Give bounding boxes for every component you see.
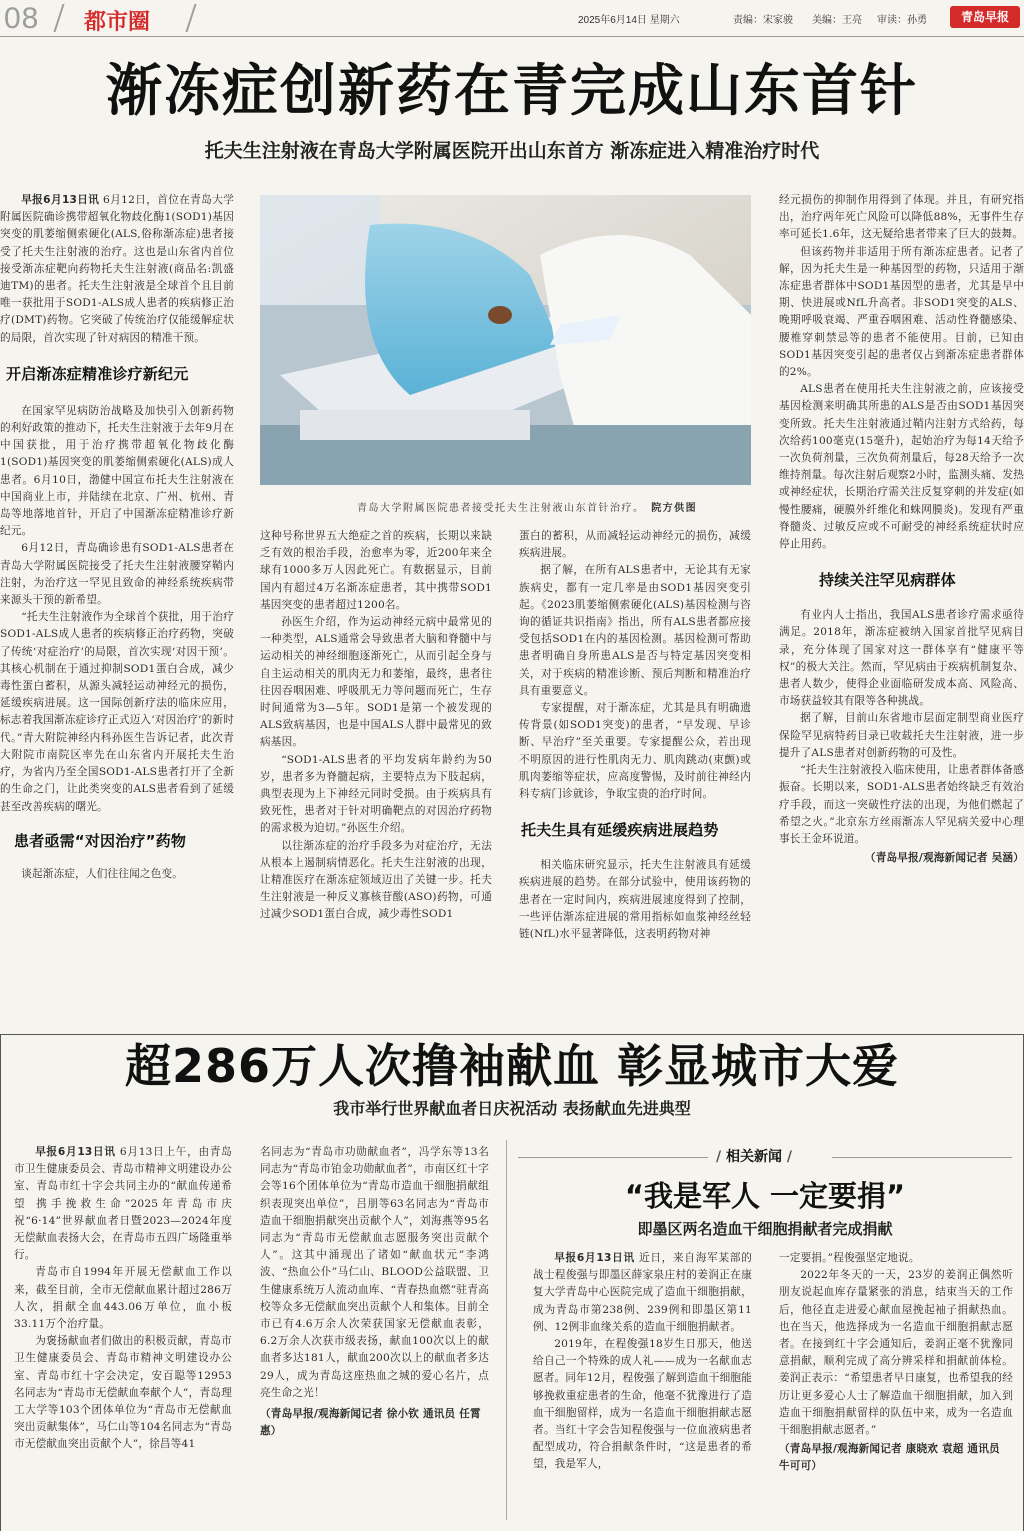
section-title: 都市圈 <box>84 10 151 35</box>
slash-mark: / <box>782 1149 792 1165</box>
brand-logo: 青岛早报 <box>950 6 1020 28</box>
dateline: 早报6月13日讯 <box>554 1252 635 1264</box>
subheading: 开启渐冻症精准诊疗新纪元 <box>6 364 189 383</box>
dateline: 早报6月13日讯 <box>21 194 100 206</box>
header-rule <box>0 36 1024 37</box>
photo-caption: 青岛大学附属医院患者接受托夫生注射液山东首针治疗。 院方供图 <box>357 503 698 514</box>
page-number: 08 <box>4 2 40 35</box>
slash-divider <box>53 4 64 32</box>
article1-photo <box>260 195 751 485</box>
proofreader-credit: 审读：孙勇 <box>877 15 927 26</box>
byline: （青岛早报/观海新闻记者 康晓欢 袁超 通讯员 牛可可） <box>779 1443 1000 1473</box>
related-label-rule-right <box>832 1157 1012 1158</box>
editor-credit: 责编：宋家骏 <box>733 15 793 26</box>
article1-column-3: 蛋白的蓄积，从而减轻运动神经元的损伤，减缓疾病进展。 据了解，在所有ALS患者中，无论其有无家族病史，都有一定几率是由SOD1基因突变引起。《2023肌萎缩侧索硬化(ALS)基因检测与咨询的循证共识指南》指出，所有ALS患者都应接受包括SOD1在内的基因检测。基因检测可帮助患者明确自身所患ALS是否与特定基因突变相关，对于疾病的精准诊断、预后判断和精准治疗具有重要意义。 专家提醒，对于渐冻症，尤其是具有明确遗传背景(如SOD1突变)的患者，“早发现、早诊断、早治疗”至关重要。专家提醒公众，若出现不明原因的进行性肌肉无力、肌肉跳动(束颤)或肌肉萎缩等症状，应高度警惕，及时前往神经内科专病门诊就诊，争取宝贵的治疗时间。 托夫生具有延缓疾病进展趋势 相关临床研究显示，托夫生注射液具有延缓疾病进展的趋势。在部分试验中，使用该药物的患者在一定时间内，疾病进展速度得到了控制，一些评估渐冻症进展的常用指标如血浆神经丝轻链(NfL)水平显著降低，这表明药物对神 <box>519 530 751 941</box>
article1-column-1: 早报6月13日讯 6月12日，首位在青岛大学附属医院确诊携带超氧化物歧化酶1(SOD1)基因突变的肌萎缩侧索硬化(ALS,俗称渐冻症)患者接受了托夫生注射液的治疗。这也是山东省内首位接受渐冻症靶向药物托夫生注射液(商品名:凯盛迪TM)的患者。托夫生注射液是全球首个且目前唯一获批用于SOD1-ALS成人患者的疾病修正治疗(DMT)药物。它突破了传统治疗仅能缓解症状的局限，首次实现了针对病因的精准干预。 开启渐冻症精准诊疗新纪元 在国家罕见病防治战略及加快引入创新药物的利好政策的推动下，托夫生注射液于去年9月在中国获批，用于治疗携带超氧化物歧化酶1(SOD1)基因突变的肌萎缩侧索硬化(ALS)成人患者。6月10日，渤健中国宣布托夫生注射液在中国商业上市，并陆续在北京、广州、杭州、青岛等地落地首针，开启了中国渐冻症精准诊疗新纪元。 6月12日，青岛确诊患有SOD1-ALS患者在青岛大学附属医院接受了托夫生注射液腰穿鞘内注射，为治疗这一罕见且致命的神经系统疾病带来源头干预的新希望。 “托夫生注射液作为全球首个获批，用于治疗SOD1-ALS成人患者的疾病修正治疗药物，突破了传统‘对症治疗’的局限，首次实现‘对因干预’。其核心机制在于通过抑制SOD1蛋白合成，减少毒性蛋白蓄积，从源头减轻运动神经元的损伤，延缓疾病进展。这一国际创新疗法的临床应用，标志着我国渐冻症诊疗正式迈入‘对因治疗’的新时代。”青大附院神经内科孙医生告诉记者，此次青大附院市南院区率先在山东省内开展托夫生治疗，为省内乃至全国SOD1-ALS患者打开了全新的生命之门，让此类突变的ALS患者看到了延缓甚至改善疾病的曙光。 患者亟需“对因治疗”药物 谈起渐冻症，人们往往闻之色变。 <box>0 194 234 880</box>
dateline: 早报6月13日讯 <box>35 1146 116 1158</box>
related-column-2: 一定要捐。”程俊强坚定地说。 2022年冬天的一天，23岁的姜润正偶然听朋友说起血库存量紧张的消息，结束当天的工作后，他径直走进爱心献血屋挽起袖子捐献热血。也在当天，他选择成为一名造血干细胞捐献志愿者。在接到红十字会通知后，姜润正毫不犹豫同意捐献，顺利完成了高分辨采样和捐献前体检。姜润正表示：“希望患者早日康复，也希望我的经历让更多爱心人士了解造血干细胞捐献，加入到造血干细胞捐献留样的队伍中来，成为一名造血干细胞捐献志愿者。” （青岛早报/观海新闻记者 康晓欢 袁超 通讯员 牛可可） <box>779 1250 1013 1526</box>
article2-column-2: 名同志为“青岛市功勋献血者”，冯学东等13名同志为“青岛市铂金功勋献血者”，市南区红十字会等16个团体单位为“青岛市造血干细胞捐献组织表现突出单位”，吕朋等63名同志为“青岛市造血干细胞捐献突出贡献个人”，刘海燕等95名同志为“青岛市无偿献血志愿服务突出贡献个人”。这其中涌现出了诸如“献血状元”李鸿波、“热血公仆”马仁山、BLOOD公益联盟、卫生健康系统万人流动血库、“青春热血燃”驻青高校等众多无偿献血突出贡献个人和集体。目前全市已有4.6万余人次荣获国家无偿献血表彰，6.2万余人次获市级表扬，献血100次以上的献血者多达181人，献血200次以上的献血者多达29人，成为青岛这座热血之城的爱心名片，点亮生命之光！ （青岛早报/观海新闻记者 徐小钦 通讯员 任霄惠） <box>260 1144 489 1526</box>
article1-headline: 渐冻症创新药在青完成山东首针 <box>106 59 918 124</box>
related-headline: “我是军人 一定要捐” <box>624 1179 906 1213</box>
page-header <box>0 0 1024 36</box>
related-subhead: 即墨区两名造血干细胞捐献者完成捐献 <box>637 1220 893 1238</box>
related-label-rule-left <box>518 1157 708 1158</box>
photo-credit: 院方供图 <box>651 503 698 514</box>
issue-date: 2025年6月14日 星期六 <box>578 15 680 26</box>
subheading: 患者亟需“对因治疗”药物 <box>14 831 187 850</box>
byline: （青岛早报/观海新闻记者 徐小钦 通讯员 任霄惠） <box>260 1408 481 1438</box>
byline: （青岛早报/观海新闻记者 吴涵） <box>864 852 1024 865</box>
designer-credit: 美编：王亮 <box>812 15 862 26</box>
subheading: 持续关注罕见病群体 <box>819 571 956 590</box>
article2-headline: 超286万人次撸袖献血 彰显城市大爱 <box>124 1039 900 1093</box>
related-news-label: / 相关新闻 / <box>716 1149 792 1165</box>
article2-subhead: 我市举行世界献血者日庆祝活动 表扬献血先进典型 <box>333 1099 691 1118</box>
article2-column-1: 早报6月13日讯 6月13日上午，由青岛市卫生健康委员会、青岛市精神文明建设办公室、青岛市红十字会共同主办的“献血传递希望 携手挽救生命”2025年青岛市庆祝“6·14”世界献血者日暨2023—2024年度无偿献血表扬大会，在青岛市五四广场隆重举行。 青岛市自1994年开展无偿献血工作以来，截至目前，全市无偿献血累计超过286万人次，捐献全血443.06万单位，血小板33.11万个治疗量。 为褒扬献血者们做出的积极贡献，青岛市卫生健康委员会、青岛市精神文明建设办公室、青岛市红十字会决定，安百聪等12953名同志为“青岛市无偿献血奉献个人”，青岛理工大学等103个团体单位为“青岛市无偿献血突出贡献集体”，马仁山等104名同志为“青岛市无偿献血突出贡献个人”，徐昌等41 <box>14 1146 232 1451</box>
slash-mark: / <box>716 1149 726 1165</box>
section-frame-top <box>0 1034 1024 1035</box>
subheading: 托夫生具有延缓疾病进展趋势 <box>521 821 719 840</box>
patient-treatment-photo <box>260 195 751 485</box>
article1-column-2: 这种号称世界五大绝症之首的疾病，长期以来缺乏有效的根治手段，治愈率为零，近200年来全球有1000多万人因此死亡。有数据显示，目前国内有超过4万名渐冻症患者，其中携带SOD1基因突变的患者超过1200名。 孙医生介绍，作为运动神经元病中最常见的一种类型，ALS通常会导致患者大脑和脊髓中与运动相关的神经细胞逐渐死亡，从而引起全身与自主运动相关的肌肉无力和萎缩，最终，患者往往因吞咽困难、呼吸肌无力等问题而死亡，生存时间通常为3—5年。SOD1是第一个被发现的ALS致病基因，也是中国ALS人群中最常见的致病基因。 “SOD1-ALS患者的平均发病年龄约为50岁，患者多为脊髓起病，主要特点为下肢起病，典型表现为上下神经元同时受损。由于疾病具有致死性，患者对于针对明确靶点的对因治疗药物的需求极为迫切。”孙医生介绍。 以往渐冻症的治疗手段多为对症治疗，无法从根本上遏制病情恶化。托夫生注射液的出现，让精准医疗在渐冻症领域迈出了关键一步。托夫生注射液是一种反义寡核苷酸(ASO)药物，可通过减少SOD1蛋白合成，减少毒性SOD1 <box>260 530 492 921</box>
article1-column-4: 经元损伤的抑制作用得到了体现。并且，有研究指出，治疗两年死亡风险可以降低88%，无事件生存率可延长1.6年，这无疑给患者带来了巨大的鼓舞。 但该药物并非适用于所有渐冻症患者。记者了解，因为托夫生是一种基因型的药物，只适用于渐冻症患者群体中SOD1基因型的患者，尤其是早中期、快进展或NfL升高者。非SOD1突变的ALS、晚期呼吸衰竭、严重吞咽困难、活动性脊髓感染、腰椎穿刺禁忌等的患者不能使用。目前，已知由SOD1基因突变引起的患者仅占到渐冻症患者群体的2%。 ALS患者在使用托夫生注射液之前，应该接受基因检测来明确其所患的ALS是否由SOD1基因突变所致。托夫生注射液通过鞘内注射方式给药，每次给药100毫克(15毫升)，起始治疗为每14天给予一次负荷剂量，三次负荷剂量后，每28天给予一次维持剂量。每次注射后观察2小时，监测头痛、发热或神经症状，长期治疗需关注反复穿刺的并发症(如慢性腰痛，硬膜外纤维化和蛛网膜炎)。发现有严重脊髓炎、过敏反应或不可耐受的神经系统症状时应停止用药。 持续关注罕见病群体 有业内人士指出，我国ALS患者诊疗需求亟待满足。2018年，渐冻症被纳入国家首批罕见病目录，充分体现了国家对这一群体享有“健康平等权”的极大关注。然而，罕见病由于疾病机制复杂、患者人数少，使得企业面临研发成本高、风险高、市场获益较其有限等各种挑战。 据了解，目前山东省地市层面定制型商业医疗保险罕见病特药目录已收载托夫生注射液，进一步提升了ALS患者对创新药物的可及性。 “托夫生注射液投入临床使用，让患者群体备感振奋。长期以来，SOD1-ALS患者始终缺乏有效治疗手段，而这一突破性疗法的出现，为他们燃起了希望之火。”北京东方丝雨渐冻人罕见病关爱中心理事长王金环说道。 （青岛早报/观海新闻记者 吴涵） <box>779 192 1024 1006</box>
related-column-1: 早报6月13日讯 近日，来自海军某部的战士程俊强与即墨区薛家泉庄村的姜润正在康复大学青岛中心医院完成了造血干细胞捐献，成为青岛市第238例、239例和即墨区第11例、12例非血缘关系的造血干细胞捐献者。 2019年，在程俊强18岁生日那天，他送给自己一个特殊的成人礼——成为一名献血志愿者。同年12月，程俊强了解到造血干细胞能够挽救重症患者的生命，他毫不犹豫进行了造血干细胞留样，成为一名造血干细胞捐献志愿者。当红十字会告知程俊强与一位血液病患者配型成功，符合捐献条件时，“这是患者的希望，我是军人， <box>533 1252 752 1471</box>
slash-divider <box>185 4 196 32</box>
article1-subhead: 托夫生注射液在青岛大学附属医院开出山东首方 渐冻症进入精准治疗时代 <box>204 140 820 162</box>
